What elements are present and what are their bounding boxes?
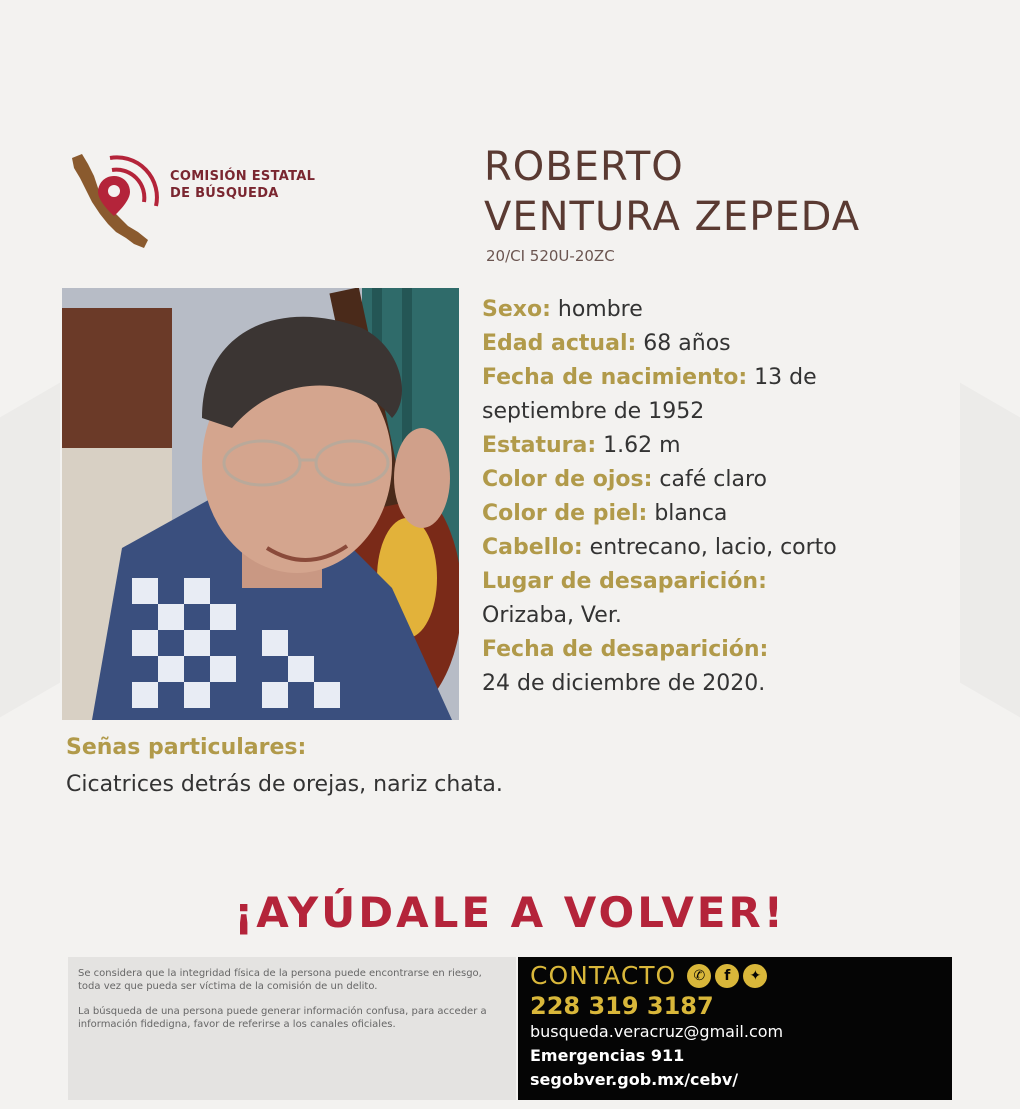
contact-icons: [687, 964, 771, 988]
edad-label: Edad actual:: [482, 331, 637, 356]
detail-nacimiento-cont: [482, 395, 952, 429]
nacimiento-value-a: 13 de: [754, 365, 817, 390]
disclaimer-paragraph-1: Se considera que la integridad física de la persona puede encontrarse en riesgo, toda vez que pueda ser víctima de la comisión de un delito.: [78, 968, 482, 992]
cabello-value: entrecano, lacio, corto: [589, 535, 837, 560]
contact-box: [518, 957, 952, 1100]
sexo-label: Sexo:: [482, 297, 551, 322]
estatura-label: Estatura:: [482, 433, 597, 458]
detail-lugar: [482, 565, 952, 599]
detail-fecha-value: [482, 667, 952, 701]
contact-email[interactable]: busqueda.veracruz@gmail.com: [530, 1022, 784, 1041]
piel-value: blanca: [654, 501, 728, 526]
disclaimer-paragraph-2: La búsqueda de una persona puede generar información confusa, para acceder a información fidedigna, favor de referirse a los canales oficiales.: [78, 1006, 487, 1030]
contact-phone[interactable]: 228 319 3187: [530, 992, 714, 1020]
lugar-value: Orizaba, Ver.: [482, 603, 622, 628]
background-shape: [0, 383, 60, 718]
edad-value: 68 años: [643, 331, 731, 356]
estatura-value: 1.62 m: [603, 433, 681, 458]
person-photo: [62, 288, 459, 720]
logo-line-2: DE BÚSQUEDA: [170, 186, 279, 201]
person-name: [484, 142, 860, 242]
ojos-value: café claro: [659, 467, 767, 492]
detail-ojos: [482, 463, 952, 497]
piel-label: Color de piel:: [482, 501, 648, 526]
detail-piel: [482, 497, 952, 531]
commission-logo: [68, 148, 368, 258]
veracruz-map-icon: [68, 148, 168, 258]
contact-emergency: Emergencias 911: [530, 1046, 685, 1065]
ojos-label: Color de ojos:: [482, 467, 653, 492]
detail-lugar-value: [482, 599, 952, 633]
phone-icon[interactable]: ✆: [687, 964, 711, 988]
disclaimer-box: [68, 957, 516, 1100]
person-details: [482, 293, 952, 701]
detail-estatura: [482, 429, 952, 463]
nacimiento-value-b: septiembre de 1952: [482, 399, 705, 424]
senas-label: Señas particulares:: [66, 735, 307, 760]
call-to-action: ¡AYÚDALE A VOLVER!: [234, 888, 786, 937]
twitter-icon[interactable]: ✦: [743, 964, 767, 988]
detail-nacimiento: [482, 361, 952, 395]
person-last-names: VENTURA ZEPEDA: [484, 194, 861, 240]
lugar-label: Lugar de desaparición:: [482, 569, 767, 594]
facebook-icon[interactable]: f: [715, 964, 739, 988]
case-folio: 20/CI 520U-20ZC: [486, 247, 615, 265]
detail-cabello: [482, 531, 952, 565]
person-first-name: ROBERTO: [484, 144, 684, 190]
detail-fecha: [482, 633, 952, 667]
background-shape: [960, 383, 1020, 718]
fecha-value: 24 de diciembre de 2020.: [482, 671, 766, 696]
detail-sexo: [482, 293, 952, 327]
cabello-label: Cabello:: [482, 535, 583, 560]
sexo-value: hombre: [557, 297, 643, 322]
nacimiento-label: Fecha de nacimiento:: [482, 365, 748, 390]
contact-url[interactable]: segobver.gob.mx/cebv/: [530, 1070, 739, 1089]
detail-edad: [482, 327, 952, 361]
contact-title: CONTACTO: [530, 961, 677, 990]
logo-text: [170, 168, 315, 202]
logo-line-1: COMISIÓN ESTATAL: [170, 169, 316, 184]
senas-value: Cicatrices detrás de orejas, nariz chata.: [66, 772, 503, 797]
fecha-label: Fecha de desaparición:: [482, 637, 769, 662]
